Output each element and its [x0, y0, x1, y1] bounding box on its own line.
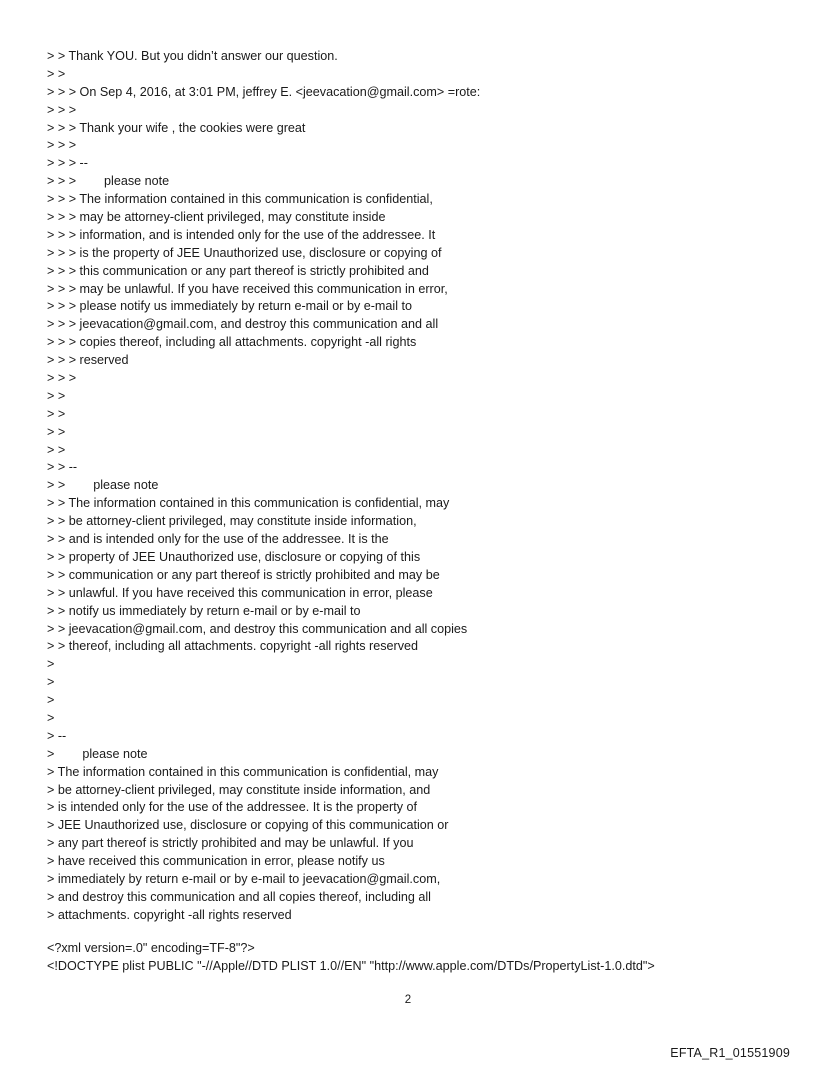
email-line: > > > is the property of JEE Unauthorized use, disclosure or copying of	[47, 245, 442, 260]
email-line: > > > may be attorney-client privileged, may constitute inside	[47, 210, 386, 225]
email-line: > > --	[47, 460, 78, 475]
email-line: > > > The information contained in this communication is confidential,	[47, 192, 433, 207]
email-line: > > thereof, including all attachments. copyright -all rights reserved	[47, 639, 419, 654]
email-line: > > > this communication or any part thereof is strictly prohibited and	[47, 263, 429, 278]
email-thread	[47, 48, 787, 925]
email-line: > > > please notify us immediately by return e-mail or by e-mail to	[47, 299, 413, 314]
email-line: > > communication or any part thereof is strictly prohibited and may be	[47, 567, 440, 582]
document-body	[47, 48, 787, 975]
section-gap	[47, 925, 787, 940]
email-line: > > > may be unlawful. If you have received this communication in error,	[47, 281, 448, 296]
email-line: > > >	[47, 102, 77, 117]
email-line: > > > --	[47, 156, 88, 171]
email-line: > > > information, and is intended only for the use of the addressee. It	[47, 227, 436, 242]
email-line: > > Thank YOU. But you didn’t answer our question.	[47, 49, 338, 63]
email-line: > The information contained in this communication is confidential, may	[47, 764, 439, 779]
email-line: > is intended only for the use of the addressee. It is the property of	[47, 800, 417, 815]
email-line: > > and is intended only for the use of the addressee. It is the	[47, 532, 389, 547]
email-line: > any part thereof is strictly prohibited and may be unlawful. If you	[47, 836, 414, 851]
email-line: > >	[47, 406, 66, 421]
email-line: > > > Thank your wife , the cookies were great	[47, 120, 306, 135]
email-line: > attachments. copyright -all rights reserved	[47, 907, 292, 922]
email-line: > > notify us immediately by return e-mail or by e-mail to	[47, 603, 361, 618]
email-line: >	[47, 710, 55, 725]
email-line: > JEE Unauthorized use, disclosure or copying of this communication or	[47, 818, 449, 833]
email-line: >	[47, 675, 55, 690]
xml-line: <?xml version=.0" encoding=TF-8"?>	[47, 940, 255, 955]
email-line: > > > jeevacation@gmail.com, and destroy this communication and all	[47, 317, 439, 332]
email-line: > > > On Sep 4, 2016, at 3:01 PM, jeffrey E. <jeevacation@gmail.com> =rote:	[47, 84, 481, 99]
document-id-stamp: EFTA_R1_01551909	[670, 1046, 790, 1060]
email-line: >	[47, 693, 55, 708]
page-number: 2	[404, 994, 412, 1006]
xml-declaration-block	[47, 940, 787, 976]
email-line: > > > reserved	[47, 353, 129, 368]
email-line: > > >	[47, 138, 77, 153]
email-line: > please note	[47, 746, 148, 761]
email-line: > >	[47, 424, 66, 439]
email-line: > > The information contained in this communication is confidential, may	[47, 496, 450, 511]
email-line: > be attorney-client privileged, may constitute inside information, and	[47, 782, 431, 797]
email-line: > > jeevacation@gmail.com, and destroy this communication and all copies	[47, 621, 468, 636]
email-line: > > unlawful. If you have received this communication in error, please	[47, 585, 433, 600]
email-line: > > please note	[47, 478, 159, 493]
email-line: > --	[47, 728, 67, 743]
email-line: > and destroy this communication and all copies thereof, including all	[47, 889, 431, 904]
email-line: > > > copies thereof, including all attachments. copyright -all rights	[47, 335, 417, 350]
email-line: > > >	[47, 371, 77, 386]
email-line: > >	[47, 66, 66, 81]
email-line: > >	[47, 388, 66, 403]
email-line: > > > please note	[47, 174, 170, 189]
xml-line: <!DOCTYPE plist PUBLIC "-//Apple//DTD PLIST 1.0//EN" "http://www.apple.com/DTDs/PropertyList-1.0.dtd">	[47, 958, 655, 973]
email-line: > >	[47, 442, 66, 457]
email-line: > have received this communication in error, please notify us	[47, 854, 385, 869]
email-line: >	[47, 657, 55, 672]
email-line: > immediately by return e-mail or by e-mail to jeevacation@gmail.com,	[47, 871, 441, 886]
email-line: > > property of JEE Unauthorized use, disclosure or copying of this	[47, 549, 421, 564]
email-line: > > be attorney-client privileged, may constitute inside information,	[47, 514, 417, 529]
